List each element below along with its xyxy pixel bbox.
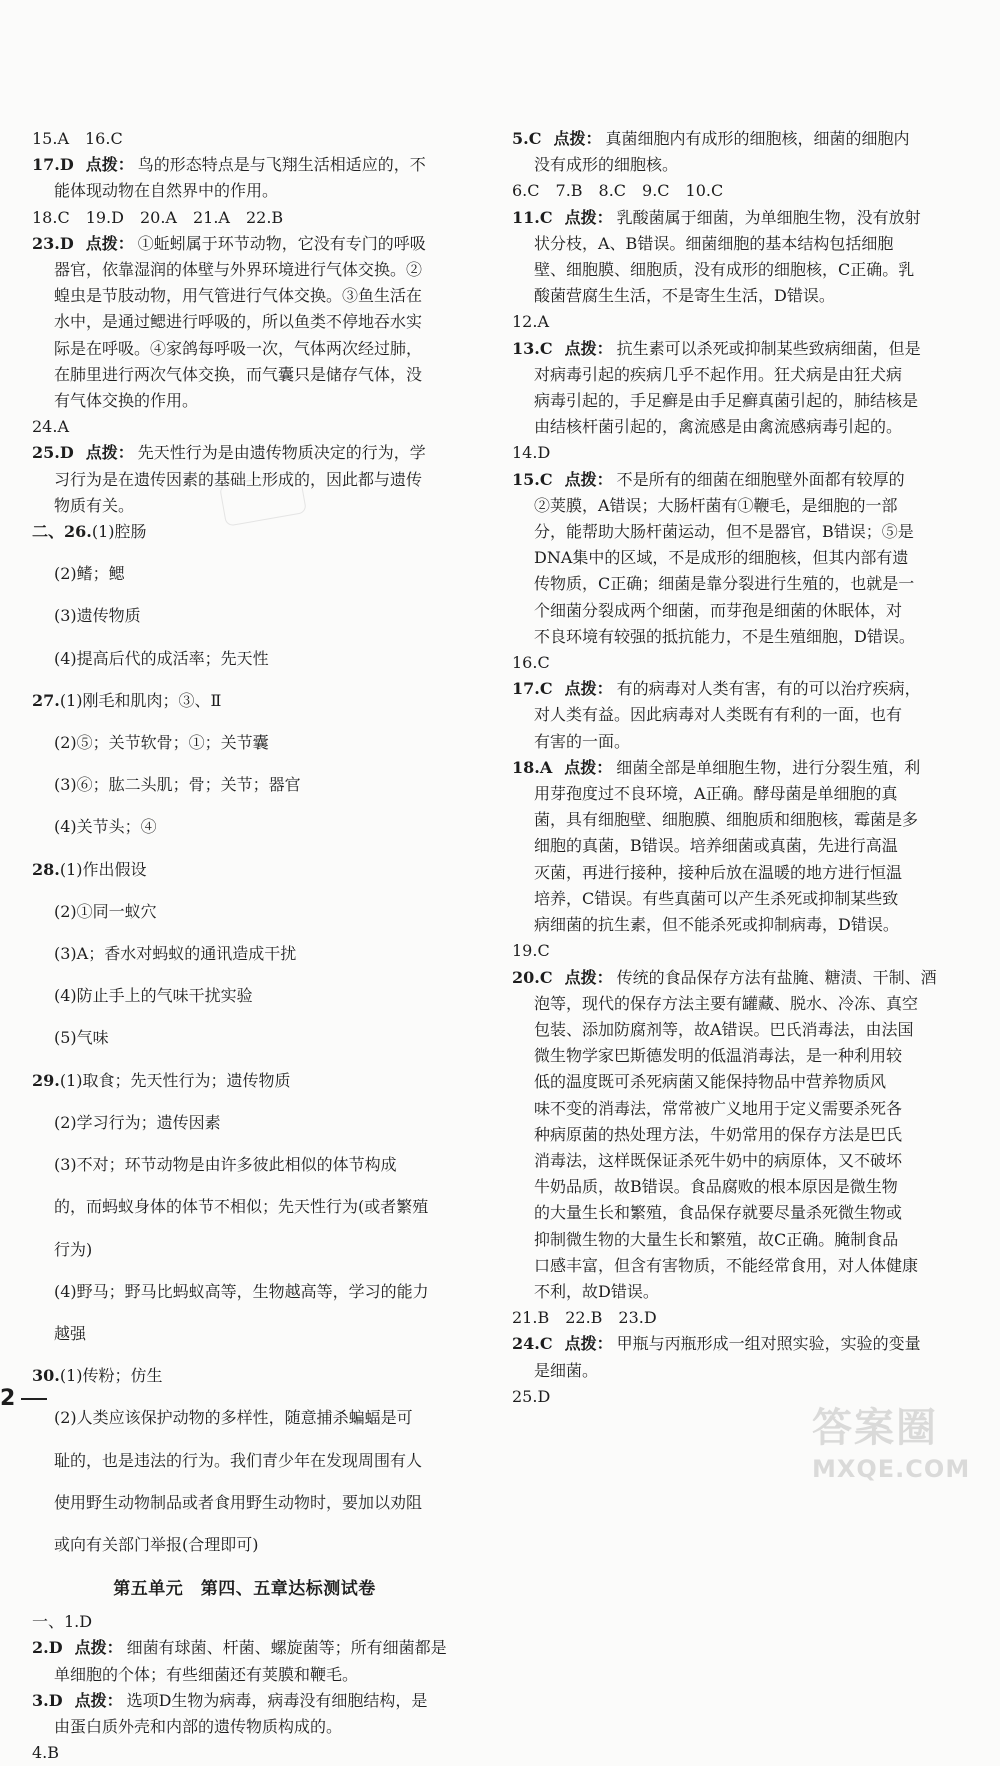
hint-text-cont: 灭菌，再进行接种，接种后放在温暖的地方进行恒温 [534,862,903,882]
answer-line: 18.C 19.D 20.A 21.A 22.B [32,207,284,227]
sub-answer: 或向有关部门举报(合理即可) [54,1534,259,1554]
watermark-url: MXQE.COM [812,1455,971,1483]
answer-item-3 [32,1688,457,1714]
answer-item-20 [512,965,937,991]
hint-text-cont: 酸菌营腐生生活，不是寄生生活，D错误。 [534,286,835,306]
answer-number: 11.C [512,207,553,227]
hint-text-cont: 对病毒引起的疾病几乎不起作用。狂犬病是由狂犬病 [534,364,903,384]
hint-label: 点拨： [564,469,613,489]
answer-number: 二、26. [32,522,92,542]
hint-text-cont: 对人类有益。因此病毒对人类既有有利的一面，也有 [534,705,903,725]
hint-text-cont: 味不变的消毒法，常常被广义地用于定义需要杀死各 [534,1098,903,1118]
answer-line: 14.D [512,443,551,463]
answer-line: 4.B [32,1743,60,1763]
answer-number: 17.C [512,679,553,699]
sub-answer: (3)遗传物质 [54,606,141,626]
hint-text: ①蚯蚓属于环节动物，它没有专门的呼吸 [137,233,426,253]
hint-label: 点拨： [564,967,613,987]
answer-item-18 [512,755,937,781]
answer-number: 23.D [32,233,74,253]
answer-item-28 [32,857,457,883]
page-number-rule [21,1398,47,1400]
sub-answer: (3)A；香水对蚂蚁的通讯造成干扰 [54,944,297,964]
sub-answer: (2)人类应该保护动物的多样性，随意捕杀蝙蝠是可 [54,1408,413,1428]
hint-text-cont: 包装、添加防腐剂等，故A错误。巴氏消毒法，由法国 [534,1019,914,1039]
page-number [0,1386,47,1411]
hint-text-cont: 器官，依靠湿润的体壁与外界环境进行气体交换。② [54,260,423,280]
answer-item-15 [512,467,937,493]
hint-label: 点拨： [564,1334,613,1354]
hint-text-cont: 状分枝，A、B错误。细菌细胞的基本结构包括细胞 [534,233,894,253]
sub-answer: (1)刚毛和肌肉；③、Ⅱ [59,690,222,710]
hint-text-cont: 水中，是通过鳃进行呼吸的，所以鱼类不停地吞水实 [54,312,423,332]
answer-item-2 [32,1635,457,1661]
answer-line: 21.B 22.B 23.D [512,1308,657,1328]
hint-text-cont: 病毒引起的，手足癣是由手足癣真菌引起的，肺结核是 [534,391,919,411]
answer-item-29 [32,1068,457,1094]
answer-item-11 [512,205,937,231]
sub-answer: 的，而蚂蚁身体的体节不相似；先天性行为(或者繁殖 [54,1197,429,1217]
hint-text-cont: 习行为是在遗传因素的基础上形成的，因此都与遗传 [54,469,423,489]
hint-text-cont: 由蛋白质外壳和内部的遗传物质构成的。 [54,1716,343,1736]
hint-text: 甲瓶与丙瓶形成一组对照实验，实验的变量 [616,1334,921,1354]
answer-number: 18.A [512,757,553,777]
hint-text: 细菌有球菌、杆菌、螺旋菌等；所有细菌都是 [126,1638,447,1658]
answer-number: 20.C [512,967,553,987]
hint-label: 点拨： [564,679,613,699]
hint-text-cont: 有害的一面。 [534,731,631,751]
hint-text-cont: 消毒法，这样既保证杀死牛奶中的病原体，又不破坏 [534,1150,903,1170]
hint-label: 点拨： [74,1638,123,1658]
answer-line: 15.A 16.C [32,129,123,148]
hint-text: 有的病毒对人类有害，有的可以治疗疾病， [616,679,921,699]
hint-text-cont: 壁、细胞膜、细胞质，没有成形的细胞核，C正确。乳 [534,260,915,280]
right-column [512,126,937,1410]
hint-text-cont: 用芽孢度过不良环境，A正确。酵母菌是单细胞的真 [534,784,898,804]
hint-text-cont: 有气体交换的作用。 [54,391,199,411]
hint-text-cont: DNA集中的区域，不是成形的细胞核，但其内部有遗 [534,548,909,568]
sub-answer: 使用野生动物制品或者食用野生动物时，要加以劝阻 [54,1492,423,1512]
sub-answer: (1)取食；先天性行为；遗传物质 [59,1070,291,1090]
sub-answer: (5)气味 [54,1028,109,1048]
hint-text-cont: 物质有关。 [54,495,135,515]
hint-label: 点拨： [74,1690,123,1710]
sub-answer: 行为) [54,1239,93,1259]
answer-line: 19.C [512,941,550,961]
sub-answer: (4)野马；野马比蚂蚁高等，生物越高等，学习的能力 [54,1281,429,1301]
hint-text-cont: ②荚膜，A错误；大肠杆菌有①鞭毛，是细胞的一部 [534,495,898,515]
answer-number: 30. [32,1366,60,1386]
hint-text-cont: 培养，C错误。有些真菌可以产生杀死或抑制某些致 [534,888,899,908]
hint-label: 点拨： [85,233,134,253]
answer-item-30 [32,1363,457,1389]
sub-answer: (1)腔肠 [91,522,147,542]
answer-item-17 [512,676,937,702]
answer-number: 2.D [32,1638,63,1658]
sub-answer: (4)关节头；④ [54,817,157,837]
hint-text-cont: 口感丰富，但含有害物质，不能经常食用，对人体健康 [534,1255,919,1275]
site-watermark [812,1396,992,1486]
hint-text-cont: 个细菌分裂成两个细菌，而芽孢是细菌的休眠体，对 [534,600,903,620]
sub-answer: (2)①同一蚁穴 [54,901,157,921]
hint-label: 点拨： [85,155,134,175]
sub-answer: 越强 [54,1323,87,1343]
hint-text-cont: 不利，故D错误。 [534,1281,659,1301]
hint-text-cont: 蝗虫是节肢动物，用气管进行气体交换。③鱼生活在 [54,286,423,306]
hint-text-cont: 能体现动物在自然界中的作用。 [54,181,279,201]
hint-text-cont: 牛奶品质，故B错误。食品腐败的根本原因是微生物 [534,1177,898,1197]
sub-answer: (4)防止手上的气味干扰实验 [54,986,253,1006]
answer-number: 17.D [32,155,74,175]
sub-answer: (2)学习行为；遗传因素 [54,1112,221,1132]
sub-answer: (4)提高后代的成活率；先天性 [54,648,269,668]
answer-number: 28. [32,859,60,879]
answer-number: 29. [32,1070,60,1090]
hint-text-cont: 泡等，现代的保存方法主要有罐藏、脱水、冷冻、真空 [534,993,919,1013]
hint-text: 不是所有的细菌在细胞壁外面都有较厚的 [616,469,905,489]
hint-text-cont: 低的温度既可杀死病菌又能保持物品中营养物质风 [534,1072,887,1092]
sub-answer: (1)作出假设 [59,859,147,879]
hint-text-cont: 病细菌的抗生素，但不能杀死或抑制病毒，D错误。 [534,915,899,935]
hint-text: 选项D生物为病毒，病毒没有细胞结构，是 [126,1690,428,1710]
answer-number: 13.C [512,338,553,358]
hint-text-cont: 在肺里进行两次气体交换，而气囊只是储存气体，没 [54,364,423,384]
hint-label: 点拨： [564,757,613,777]
hint-text: 抗生素可以杀死或抑制某些致病细菌，但是 [616,338,921,358]
section-title: 第五单元 第四、五章达标测试卷 [113,1579,376,1600]
hint-text: 传统的食品保存方法有盐腌、糖渍、干制、酒 [616,967,937,987]
hint-text-cont: 分，能帮助大肠杆菌运动，但不是器官，B错误；⑤是 [534,522,914,542]
left-column [32,126,457,1766]
hint-text-cont: 的大量生长和繁殖，食品保存就要尽量杀死微生物或 [534,1203,903,1223]
watermark-logo-text: 答案圈 [812,1405,938,1451]
hint-text-cont: 微生物学家巴斯德发明的低温消毒法，是一种利用较 [534,1046,903,1066]
answer-line: 16.C [512,653,550,673]
answer-number: 5.C [512,129,542,148]
answer-number: 27. [32,690,60,710]
hint-text-cont: 传物质，C正确；细菌是靠分裂进行生殖的，也就是一 [534,574,915,594]
sub-answer: 耻的，也是违法的行为。我们青少年在发现周围有人 [54,1450,423,1470]
hint-text: 乳酸菌属于细菌，为单细胞生物，没有放射 [616,207,921,227]
hint-text-cont: 是细菌。 [534,1360,599,1380]
answer-item-5 [512,126,937,152]
answer-number: 25.D [32,443,74,463]
hint-text-cont: 细胞的真菌，B错误。培养细菌或真菌，先进行高温 [534,836,898,856]
hint-label: 点拨： [564,338,613,358]
hint-text-cont: 种病原菌的热处理方法，牛奶常用的保存方法是巴氏 [534,1124,903,1144]
answer-number: 15.C [512,469,553,489]
answer-number: 3.D [32,1690,63,1710]
sub-answer: (2)⑤；关节软骨；①；关节囊 [54,733,269,753]
sub-answer: (2)鳍；鳃 [54,564,125,584]
answer-item-13 [512,336,937,362]
sub-answer: (1)传粉；仿生 [59,1366,163,1386]
answer-item-27 [32,688,457,714]
hint-text-cont: 际是在呼吸。④家鸽每呼吸一次，气体两次经过肺， [54,338,423,358]
answer-item-24 [512,1331,937,1357]
hint-label: 点拨： [564,207,613,227]
hint-text-cont: 不良环境有较强的抵抗能力，不是生殖细胞，D错误。 [534,626,915,646]
page-number-value: 2 [0,1386,16,1411]
hint-label: 点拨： [85,443,134,463]
hint-text-cont: 抑制微生物的大量生长和繁殖，故C正确。腌制食品 [534,1229,899,1249]
answer-item-17 [32,152,457,178]
answer-line: 6.C 7.B 8.C 9.C 10.C [512,181,724,201]
answer-line: 一、1.D [32,1612,93,1632]
sub-answer: (3)⑥；肱二头肌；骨；关节；器官 [54,775,301,795]
hint-text-cont: 由结核杆菌引起的，禽流感是由禽流感病毒引起的。 [534,417,903,437]
answer-item-25 [32,440,457,466]
hint-text-cont: 单细胞的个体；有些细菌还有荚膜和鞭毛。 [54,1664,359,1684]
hint-text: 真菌细胞内有成形的细胞核，细菌的细胞内 [605,129,910,148]
hint-text: 先天性行为是由遗传物质决定的行为，学 [137,443,426,463]
sub-answer: (3)不对；环节动物是由许多彼此相似的体节构成 [54,1155,397,1175]
hint-text: 细菌全部是单细胞生物，进行分裂生殖，利 [616,757,921,777]
hint-label: 点拨： [553,129,602,148]
answer-line: 12.A [512,312,549,332]
answer-line: 24.A [32,417,69,437]
hint-text: 鸟的形态特点是与飞翔生活相适应的，不 [137,155,426,175]
answer-item-23 [32,231,457,257]
answer-number: 24.C [512,1334,553,1354]
hint-text-cont: 没有成形的细胞核。 [534,155,679,175]
answer-line: 25.D [512,1386,551,1406]
hint-text-cont: 菌，具有细胞壁、细胞膜、细胞质和细胞核，霉菌是多 [534,810,919,830]
